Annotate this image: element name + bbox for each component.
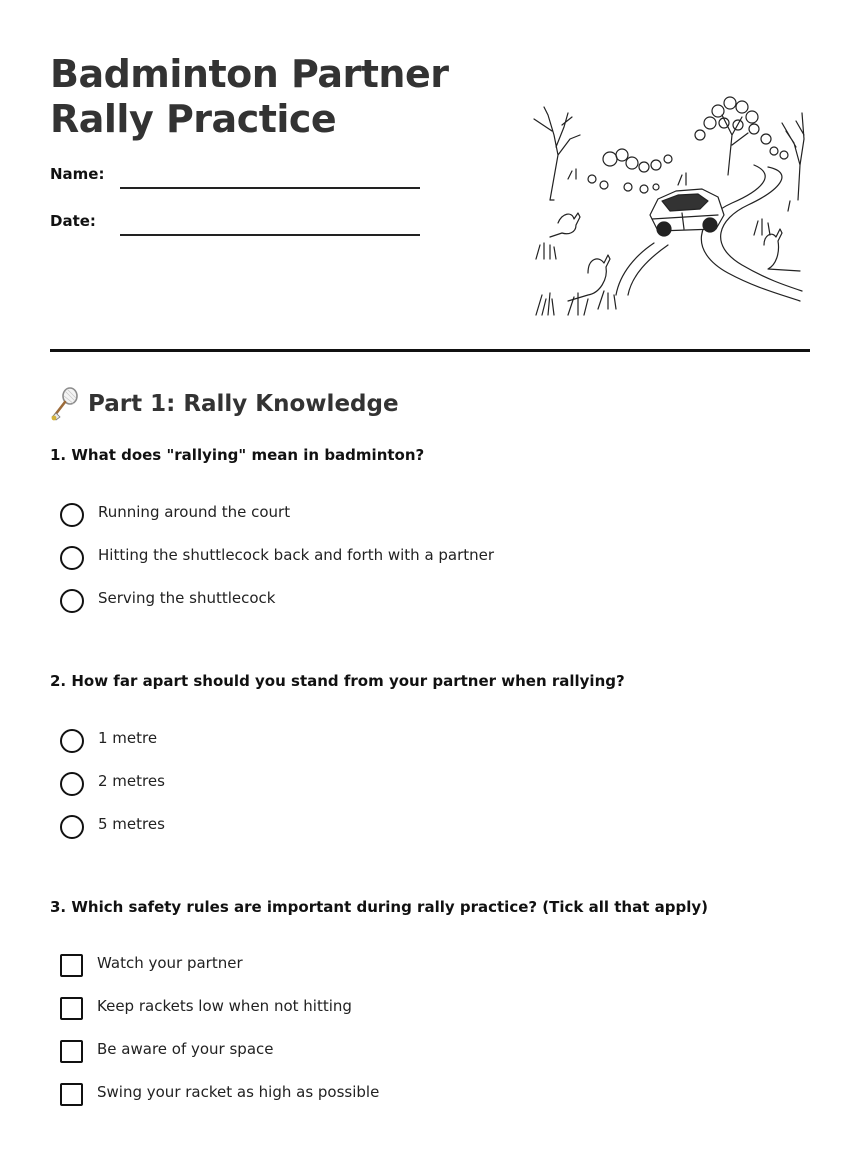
question-1-text: 1. What does "rallying" mean in badminton?	[50, 446, 425, 464]
option-label: Serving the shuttlecock	[98, 589, 276, 607]
date-field-row	[50, 212, 420, 236]
question-1-options	[60, 502, 800, 631]
question-2-options	[60, 728, 800, 857]
name-write-line[interactable]	[120, 187, 420, 189]
question-3	[50, 897, 810, 1101]
option-label: Watch your partner	[97, 954, 243, 972]
worksheet-title	[50, 52, 448, 142]
checkbox[interactable]	[60, 954, 83, 977]
radio-button[interactable]	[60, 815, 84, 839]
radio-button[interactable]	[60, 503, 84, 527]
option-label: Hitting the shuttlecock back and forth with a partner	[98, 546, 495, 564]
date-write-line[interactable]	[120, 234, 420, 236]
outback-rally-car-illustration	[528, 95, 810, 325]
checkbox[interactable]	[60, 1040, 83, 1063]
radio-button[interactable]	[60, 729, 84, 753]
worksheet-page	[50, 0, 810, 1161]
option-label: Swing your racket as high as possible	[97, 1083, 380, 1101]
section-title	[50, 386, 399, 422]
radio-button[interactable]	[60, 546, 84, 570]
radio-button[interactable]	[60, 772, 84, 796]
title-line-2: Rally Practice	[50, 97, 337, 141]
checkbox[interactable]	[60, 997, 83, 1020]
option-label: Running around the court	[98, 503, 291, 521]
question-3-option-2[interactable]	[60, 996, 800, 1039]
question-3-option-1[interactable]	[60, 953, 800, 996]
option-label: 2 metres	[98, 772, 165, 790]
question-1-option-2[interactable]	[60, 545, 800, 588]
worksheet-header	[50, 0, 810, 352]
option-label: Keep rackets low when not hitting	[97, 997, 352, 1015]
option-label: Be aware of your space	[97, 1040, 274, 1058]
name-label: Name:	[50, 165, 105, 183]
question-1-option-1[interactable]	[60, 502, 800, 545]
question-3-option-4[interactable]	[60, 1082, 800, 1125]
question-2	[50, 671, 810, 833]
badminton-racket-shuttlecock-icon	[50, 387, 80, 421]
question-2-text: 2. How far apart should you stand from your partner when rallying?	[50, 672, 625, 690]
question-1-option-3[interactable]	[60, 588, 800, 631]
name-field-row	[50, 165, 420, 189]
question-3-option-3[interactable]	[60, 1039, 800, 1082]
section-title-text: Part 1: Rally Knowledge	[88, 391, 399, 417]
question-2-option-1[interactable]	[60, 728, 800, 771]
checkbox[interactable]	[60, 1083, 83, 1106]
title-line-1: Badminton Partner	[50, 52, 449, 96]
header-divider	[50, 349, 810, 352]
question-3-text: 3. Which safety rules are important during rally practice? (Tick all that apply)	[50, 898, 708, 916]
question-1	[50, 445, 810, 607]
option-label: 5 metres	[98, 815, 165, 833]
radio-button[interactable]	[60, 589, 84, 613]
date-label: Date:	[50, 212, 96, 230]
option-label: 1 metre	[98, 729, 158, 747]
question-3-options	[60, 953, 800, 1125]
question-2-option-3[interactable]	[60, 814, 800, 857]
question-2-option-2[interactable]	[60, 771, 800, 814]
